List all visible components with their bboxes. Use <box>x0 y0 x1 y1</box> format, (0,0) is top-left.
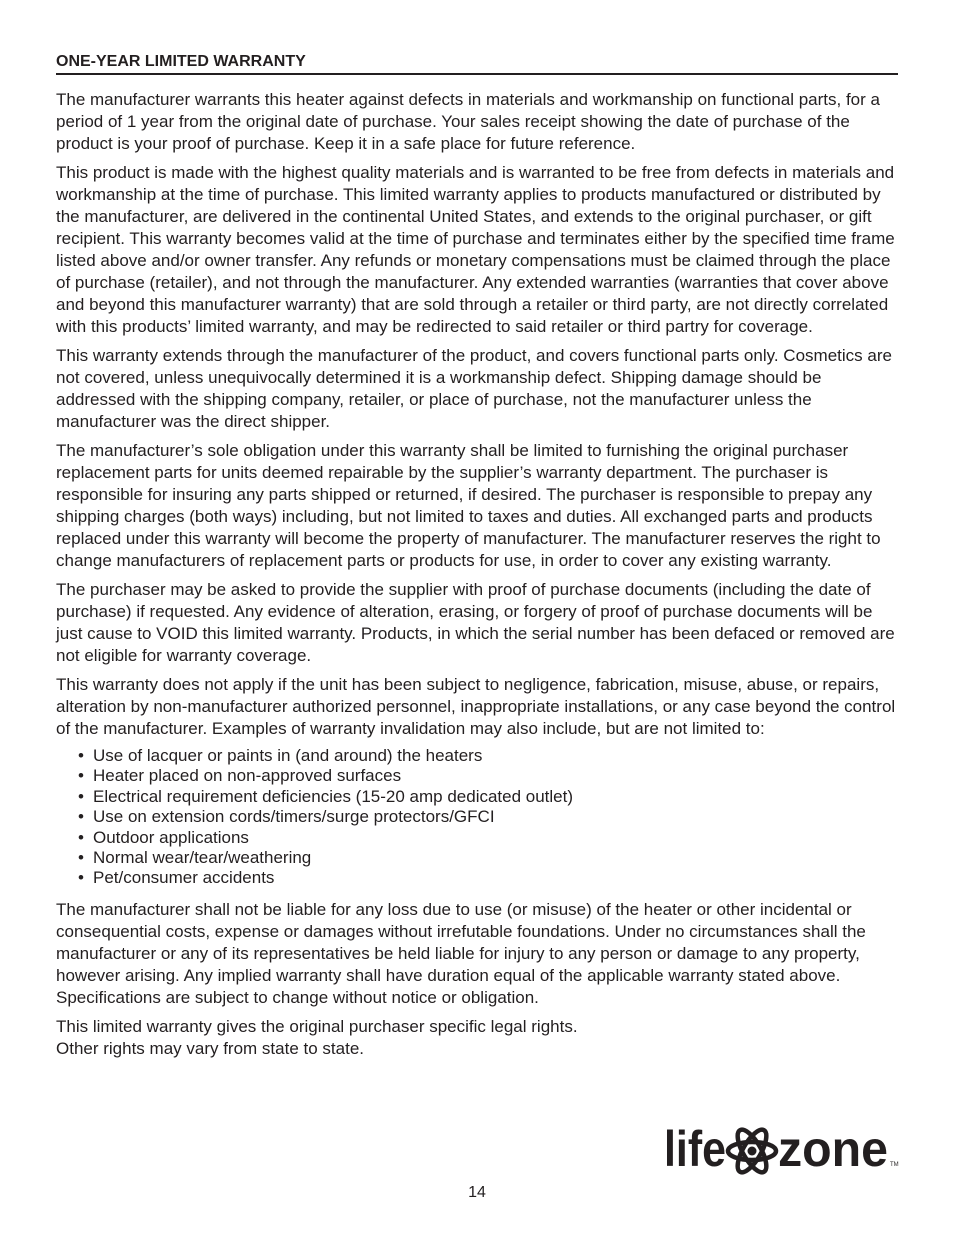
exclusions-list <box>78 746 898 889</box>
section-heading: ONE-YEAR LIMITED WARRANTY <box>56 52 898 75</box>
list-item <box>78 766 898 786</box>
trademark-mark: TM <box>890 1162 899 1168</box>
list-item-text: Electrical requirement deficiencies (15-20 amp dedicated outlet) <box>93 786 574 806</box>
list-item <box>78 807 898 827</box>
list-item-text: Heater placed on non-approved surfaces <box>93 766 402 786</box>
bullet-glyph: • <box>78 786 84 806</box>
bullet-glyph: • <box>78 868 84 888</box>
paragraph-warranty-term: The manufacturer warrants this heater against defects in materials and workmanship on functional parts, for a period of 1 year from the original date of purchase. Your sales receipt showing the date of purchase of the product is your proof of purchase. Keep it in a safe place for future reference. <box>56 90 880 153</box>
lifezone-logo <box>664 1118 900 1184</box>
legal-rights-line: Other rights may vary from state to state. <box>56 1038 364 1058</box>
legal-rights-line: This limited warranty gives the original purchaser specific legal rights. <box>56 1016 578 1036</box>
paragraph-legal-rights <box>56 1016 656 1060</box>
warranty-page <box>56 52 898 1060</box>
list-item-text: Use on extension cords/timers/surge protectors/GFCI <box>93 807 495 827</box>
paragraph-coverage: This warranty extends through the manufacturer of the product, and covers functional parts only. Cosmetics are not covered, unless unequivocally determined it is a workmanship defect. Shipping damage should be addressed with the shipping company, retailer, or place of purchase, not the manufacturer unless the manufacturer was the direct shipper. <box>56 346 892 431</box>
list-item-text: Normal wear/tear/weathering <box>93 848 312 868</box>
list-item <box>78 868 898 888</box>
paragraph-quality: This product is made with the highest quality materials and is warranted to be free from defects in materials and workmanship at the time of purchase. This limited warranty applies to products manufactured or distributed by the manufacturer, are delivered in the continental United States, and extends to the original purchaser, or gift recipient. This warranty becomes valid at the time of purchase and terminates either by the specified time frame listed above and/or owner transfer. Any refunds or monetary compensations must be claimed through the place of purchase (retailer), and not through the manufacturer. Any extended warranties (warranties that cover above and beyond this manufacturer warranty) that are sold through a retailer or third party, are not directly correlated with this products’ limited warranty, and may be redirected to said retailer or third partry for coverage. <box>56 163 895 336</box>
list-item-text: Pet/consumer accidents <box>93 868 275 888</box>
paragraph-obligation: The manufacturer’s sole obligation under this warranty shall be limited to furnishing the original purchaser replacement parts for units deemed repairable by the supplier’s warranty department. The purchaser is responsible for insuring any parts shipped or returned, if desired. The purchaser is responsible to prepay any shipping charges (both ways) including, but not limited to taxes and duties. All exchanged parts and products replaced under this warranty will become the property of manufacturer. The manufacturer reserves the right to change manufacturers of replacement parts or products for use, in order to cover any existing warranty. <box>56 441 881 570</box>
list-item-text: Use of lacquer or paints in (and around) the heaters <box>93 746 483 765</box>
page-number: 14 <box>468 1184 486 1201</box>
logo-text-zone: zone <box>778 1121 888 1177</box>
paragraph-liability: The manufacturer shall not be liable for any loss due to use (or misuse) of the heater or other incidental or consequential costs, expense or damages without irrefutable foundations. Under no circumstances shall the manufacturer or any of its representatives be held liable for injury to any person or damage to any property, however arising. Any implied warranty shall have duration equal of the applicable warranty stated above. Specifications are subject to change without notice or obligation. <box>56 899 866 1007</box>
bullet-glyph: • <box>78 827 84 847</box>
bullet-glyph: • <box>78 807 84 827</box>
list-item <box>78 787 898 807</box>
bullet-glyph: • <box>78 848 84 868</box>
bullet-glyph: • <box>78 766 84 786</box>
paragraph-exclusions: This warranty does not apply if the unit has been subject to negligence, fabrication, misuse, abuse, or repairs, alteration by non-manufacturer authorized personnel, inappropriate installations, or any case beyond the control of the manufacturer. Examples of warranty invalidation may also include, but are not limited to: <box>56 675 896 738</box>
list-item <box>78 828 898 848</box>
list-item-text: Outdoor applications <box>93 827 249 847</box>
list-item <box>78 746 898 766</box>
bullet-glyph: • <box>78 746 84 765</box>
list-item <box>78 848 898 868</box>
atom-icon <box>728 1126 776 1177</box>
logo-text-life: life <box>664 1121 726 1177</box>
paragraph-proof-of-purchase: The purchaser may be asked to provide the supplier with proof of purchase documents (including the date of purchase) if requested. Any evidence of alteration, erasing, or forgery of proof of purchase documents will be just cause to VOID this limited warranty. Products, in which the serial number has been defaced or removed are not eligible for warranty coverage. <box>56 580 895 665</box>
